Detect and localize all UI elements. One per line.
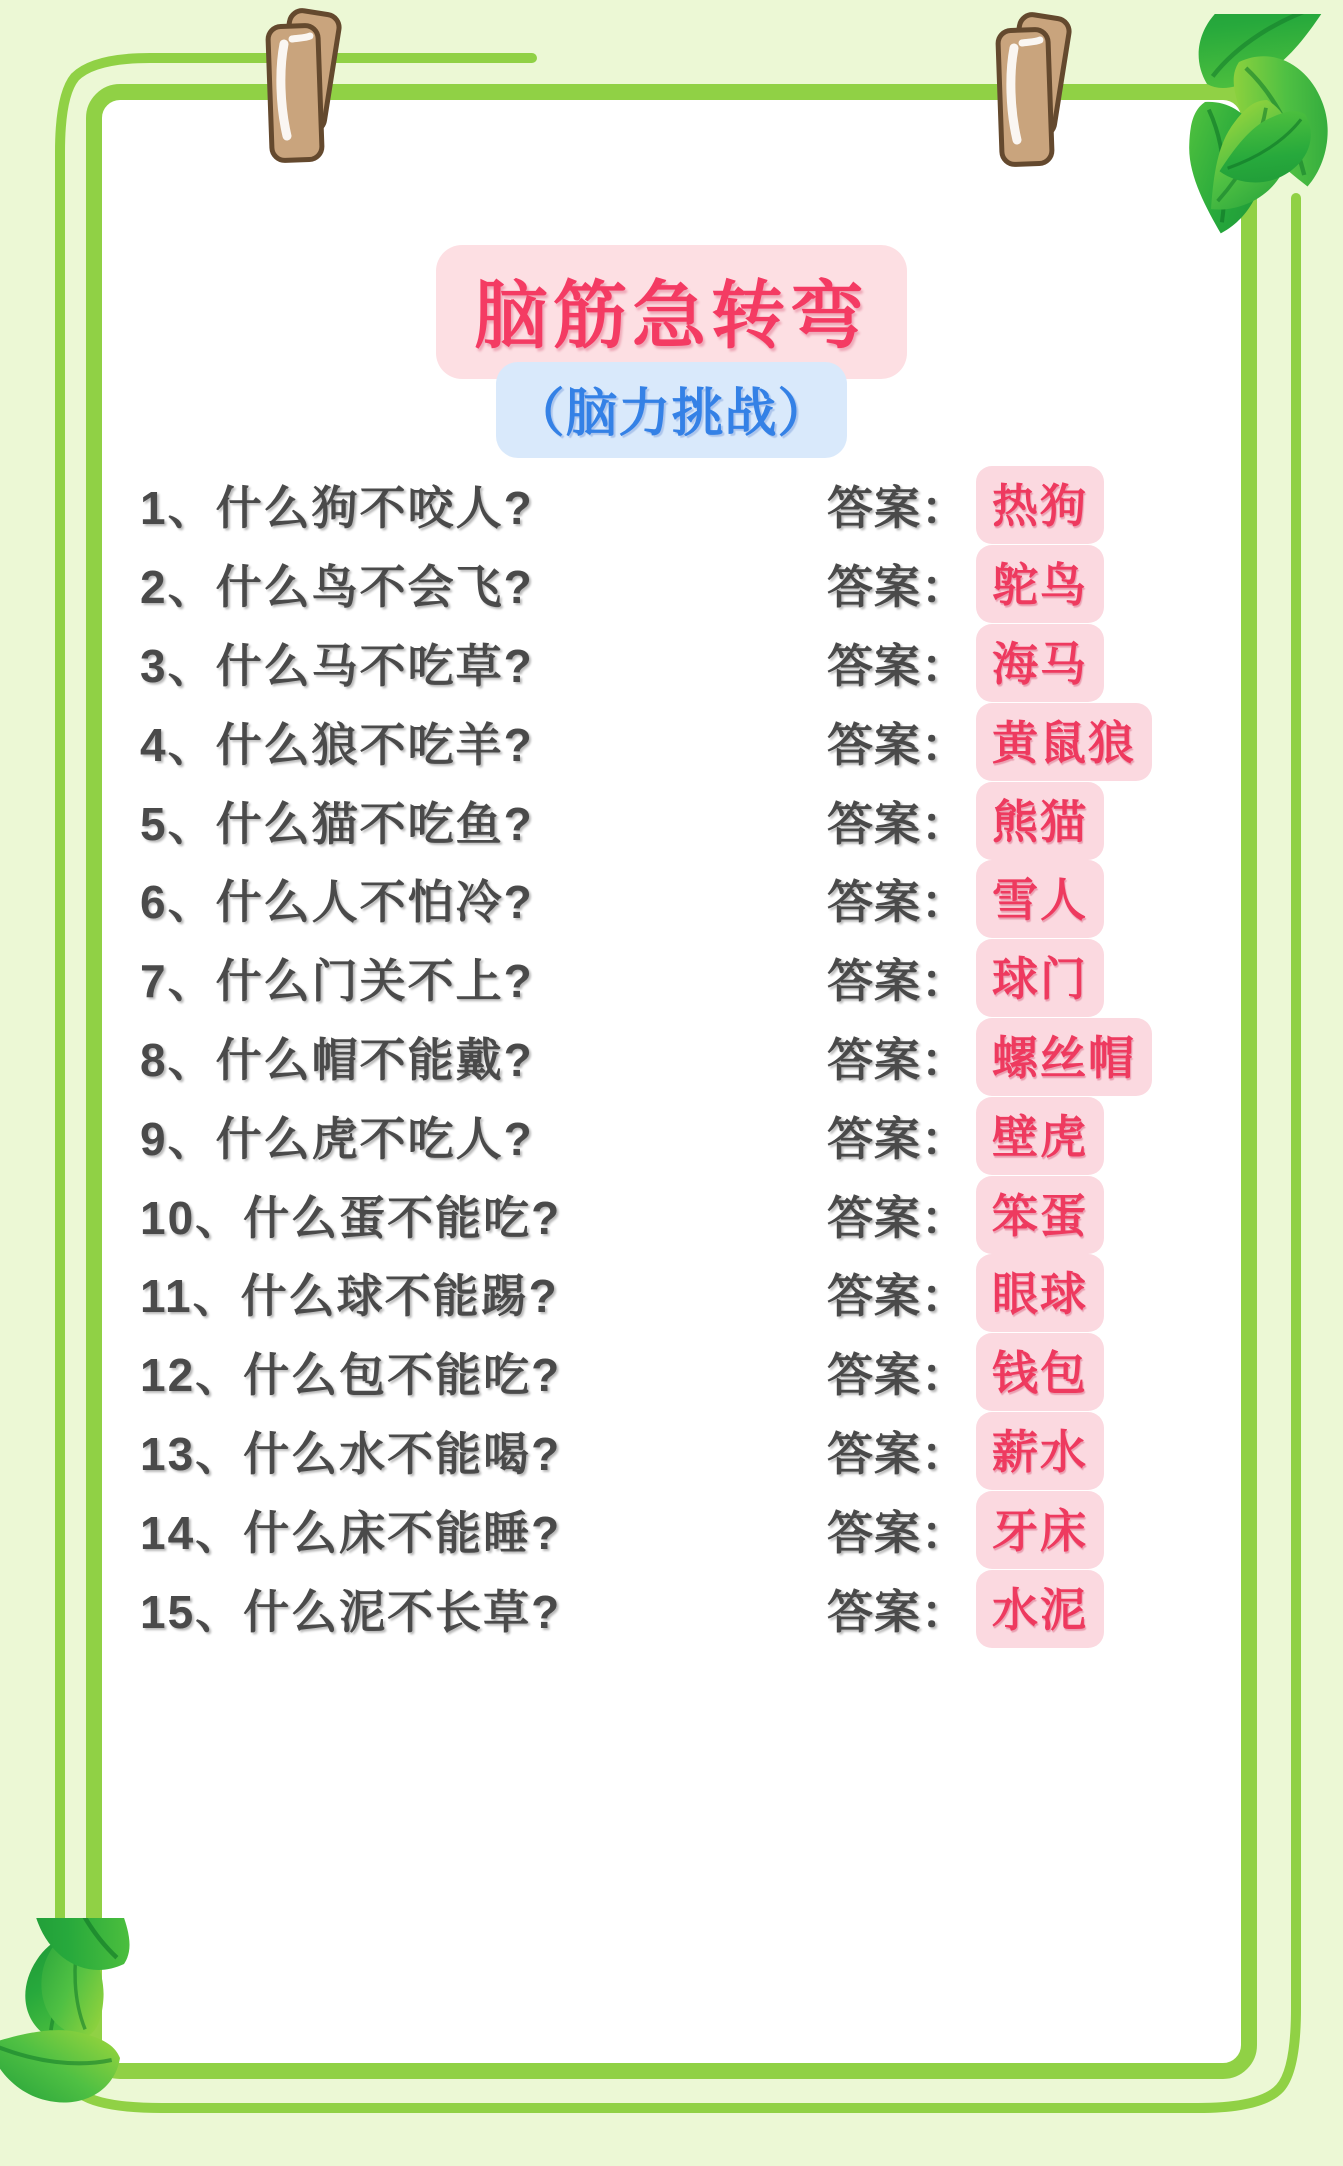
answer-label: 答案： xyxy=(827,1506,968,1559)
answer-group xyxy=(827,624,1104,702)
answer-pill: 海马 xyxy=(976,624,1104,702)
answer-pill: 薪水 xyxy=(976,1412,1104,1490)
answer-pill: 球门 xyxy=(976,939,1104,1017)
question-number: 10、 xyxy=(140,1191,244,1244)
subheader xyxy=(0,362,1343,458)
quiz-row-11 xyxy=(140,1254,1240,1333)
answer-group xyxy=(827,1491,1104,1569)
question-number: 15、 xyxy=(140,1585,244,1638)
question-number: 8、 xyxy=(140,1033,216,1086)
answer-group xyxy=(827,939,1104,1017)
answer-label: 答案： xyxy=(827,1427,968,1480)
question-body: 什么马不吃草? xyxy=(215,639,534,692)
quiz-row-2 xyxy=(140,545,1240,624)
answer-group xyxy=(827,782,1104,860)
question-body: 什么狗不咬人? xyxy=(215,482,534,535)
answer-pill: 眼球 xyxy=(976,1254,1104,1332)
question-text xyxy=(140,1339,561,1405)
question-number: 7、 xyxy=(140,955,216,1008)
question-text xyxy=(140,709,534,775)
page-subtitle: （脑力挑战） xyxy=(496,362,846,458)
question-body: 什么水不能喝? xyxy=(243,1427,562,1480)
question-body: 什么蛋不能吃? xyxy=(243,1191,562,1244)
answer-pill: 笨蛋 xyxy=(976,1176,1104,1254)
answer-label: 答案： xyxy=(827,876,968,929)
wooden-clip-left-icon xyxy=(248,8,348,168)
answer-group xyxy=(827,703,1152,781)
answer-pill: 雪人 xyxy=(976,860,1104,938)
quiz-row-7 xyxy=(140,939,1240,1018)
question-text xyxy=(140,788,534,854)
answer-group xyxy=(827,1018,1152,1096)
question-text xyxy=(140,945,534,1011)
answer-label: 答案： xyxy=(827,718,968,771)
answer-pill: 熊猫 xyxy=(976,782,1104,860)
question-number: 4、 xyxy=(140,718,216,771)
question-text xyxy=(140,630,534,696)
question-number: 3、 xyxy=(140,639,216,692)
answer-pill: 黄鼠狼 xyxy=(976,703,1152,781)
question-text xyxy=(140,866,534,932)
page-title: 脑筋急转弯 xyxy=(436,245,907,379)
question-number: 2、 xyxy=(140,561,216,614)
question-body: 什么鸟不会飞? xyxy=(215,561,534,614)
question-body: 什么狼不吃羊? xyxy=(215,718,534,771)
question-text xyxy=(140,1103,534,1169)
question-body: 什么门关不上? xyxy=(215,955,534,1008)
quiz-row-8 xyxy=(140,1018,1240,1097)
question-number: 11、 xyxy=(140,1270,241,1323)
answer-pill: 水泥 xyxy=(976,1570,1104,1648)
answer-group xyxy=(827,860,1104,938)
question-text xyxy=(140,1497,561,1563)
question-text xyxy=(140,1024,534,1090)
question-body: 什么人不怕冷? xyxy=(215,876,534,929)
question-number: 1、 xyxy=(140,482,216,535)
question-text xyxy=(140,472,534,538)
quiz-row-4 xyxy=(140,702,1240,781)
answer-label: 答案： xyxy=(827,639,968,692)
question-number: 9、 xyxy=(140,1112,216,1165)
quiz-row-10 xyxy=(140,1175,1240,1254)
answer-group xyxy=(827,1333,1104,1411)
question-text xyxy=(140,1182,561,1248)
answer-label: 答案： xyxy=(827,482,968,535)
question-text xyxy=(140,551,534,617)
answer-group xyxy=(827,466,1104,544)
answer-pill: 鸵鸟 xyxy=(976,545,1104,623)
question-body: 什么球不能踢? xyxy=(240,1270,559,1323)
answer-group xyxy=(827,1412,1104,1490)
answer-label: 答案： xyxy=(827,797,968,850)
quiz-row-3 xyxy=(140,624,1240,703)
answer-label: 答案： xyxy=(827,1191,968,1244)
answer-group xyxy=(827,1097,1104,1175)
quiz-row-5 xyxy=(140,781,1240,860)
quiz-list xyxy=(140,466,1240,1648)
answer-group xyxy=(827,1254,1104,1332)
leaf-cluster-top-right-icon xyxy=(1089,14,1343,234)
leaf-cluster-bottom-left-icon xyxy=(0,1918,242,2148)
quiz-row-9 xyxy=(140,1096,1240,1175)
question-body: 什么床不能睡? xyxy=(243,1506,562,1559)
answer-label: 答案： xyxy=(827,1112,968,1165)
answer-group xyxy=(827,1176,1104,1254)
quiz-row-1 xyxy=(140,466,1240,545)
answer-pill: 螺丝帽 xyxy=(976,1018,1152,1096)
answer-group xyxy=(827,1570,1104,1648)
answer-label: 答案： xyxy=(827,1033,968,1086)
question-body: 什么泥不长草? xyxy=(243,1585,562,1638)
question-body: 什么虎不吃人? xyxy=(215,1112,534,1165)
answer-group xyxy=(827,545,1104,623)
question-number: 14、 xyxy=(140,1506,244,1559)
question-text xyxy=(140,1260,559,1326)
question-body: 什么包不能吃? xyxy=(243,1349,562,1402)
quiz-row-14 xyxy=(140,1490,1240,1569)
answer-label: 答案： xyxy=(827,1585,968,1638)
quiz-row-12 xyxy=(140,1333,1240,1412)
quiz-row-13 xyxy=(140,1412,1240,1491)
question-body: 什么猫不吃鱼? xyxy=(215,797,534,850)
answer-pill: 钱包 xyxy=(976,1333,1104,1411)
quiz-row-6 xyxy=(140,860,1240,939)
answer-label: 答案： xyxy=(827,955,968,1008)
wooden-clip-right-icon xyxy=(978,12,1078,172)
quiz-row-15 xyxy=(140,1569,1240,1648)
question-text xyxy=(140,1576,561,1642)
answer-pill: 牙床 xyxy=(976,1491,1104,1569)
answer-pill: 壁虎 xyxy=(976,1097,1104,1175)
answer-label: 答案： xyxy=(827,1349,968,1402)
question-number: 6、 xyxy=(140,876,216,929)
question-number: 13、 xyxy=(140,1427,244,1480)
header xyxy=(0,245,1343,379)
answer-label: 答案： xyxy=(827,561,968,614)
question-number: 12、 xyxy=(140,1349,244,1402)
question-text xyxy=(140,1418,561,1484)
question-number: 5、 xyxy=(140,797,216,850)
answer-label: 答案： xyxy=(827,1270,968,1323)
answer-pill: 热狗 xyxy=(976,466,1104,544)
question-body: 什么帽不能戴? xyxy=(215,1033,534,1086)
